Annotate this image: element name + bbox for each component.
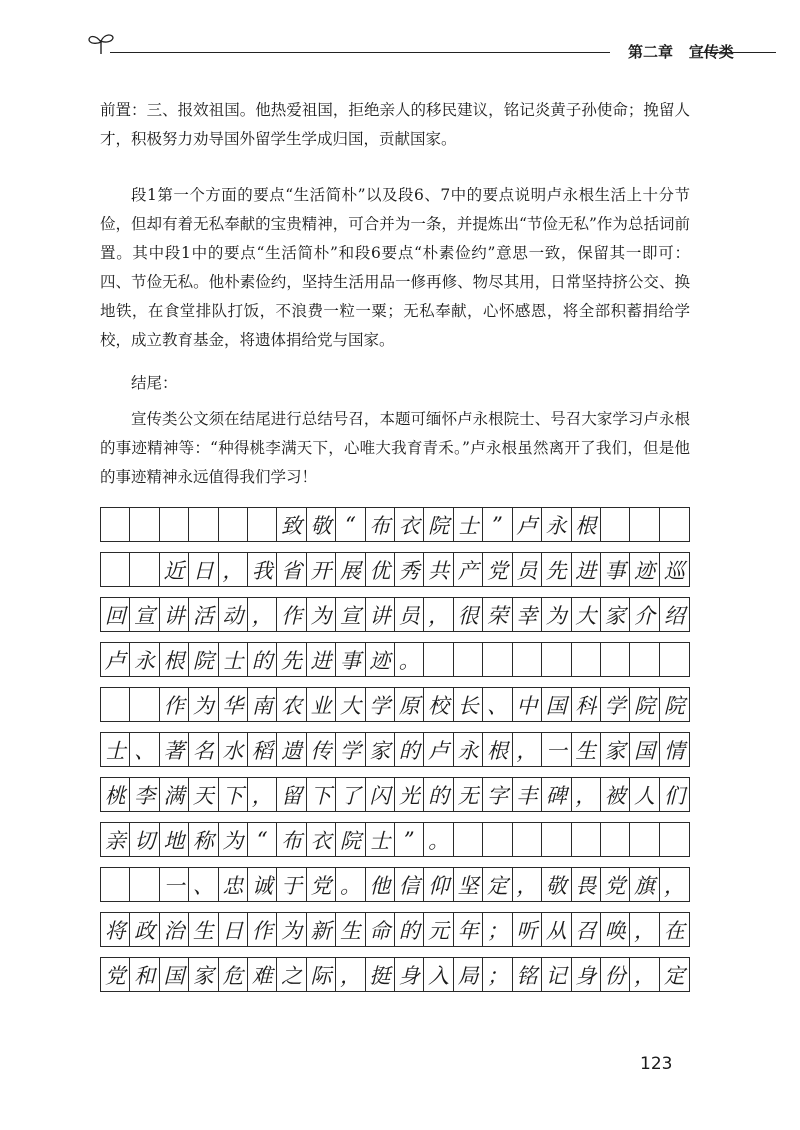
page-number: 123 [640,1054,673,1074]
grid-cell: ， [248,778,277,811]
grid-cell: 学 [336,733,365,766]
grid-cell: 亲 [101,823,130,856]
grid-cell: 衣 [395,508,424,541]
grid-cell: ， [663,873,685,898]
grid-cell: 大 [336,688,365,721]
grid-cell [513,643,542,676]
grid-cell [130,688,159,721]
grid-cell: 身 [395,958,424,991]
grid-cell: 士 [454,508,483,541]
grid-cell: 记 [542,958,571,991]
grid-cell: 坚 [454,868,483,901]
grid-cell: 桃 [101,778,130,811]
paragraph-ending: 宣传类公文须在结尾进行总结号召，本题可缅怀卢永根院士、号召大家学习卢永根的事迹精神等：“种得桃李满天下，心唯大我育青禾。”卢永根虽然离开了我们，但是他的事迹精神永远值得我们学习！ [100,410,690,486]
grid-row [100,732,690,767]
grid-cell: 命 [366,913,395,946]
grid-cell [160,508,189,541]
grid-cell: 了 [336,778,365,811]
grid-cell: 新 [307,913,336,946]
grid-row [100,642,690,677]
grid-cell: 布 [366,508,395,541]
grid-cell [601,823,630,856]
grid-cell: 旗 [630,868,659,901]
grid-cell [483,823,512,856]
grid-cell [101,553,130,586]
grid-cell: 学 [601,688,630,721]
grid-cell: 回 [101,598,130,631]
grid-cell: 近 [160,553,189,586]
grid-cell: 士 [101,733,130,766]
grid-cell: 遗 [277,733,306,766]
grid-cell: 荣 [483,598,512,631]
grid-cell [630,823,659,856]
grid-cell: 称 [189,823,218,856]
grid-cell: 作 [160,688,189,721]
grid-cell: 、 [189,868,218,901]
grid-cell [542,823,571,856]
section-label: 宣传类 [688,43,734,61]
grid-cell: 家 [601,733,630,766]
header-rule-right [698,52,776,53]
grid-cell: 国 [160,958,189,991]
grid-cell [130,508,159,541]
grid-cell: 士 [219,643,248,676]
header-rule-left [110,52,610,53]
grid-cell: 诚 [248,868,277,901]
grid-cell: 和 [130,958,159,991]
grid-cell: 定 [483,868,512,901]
grid-cell: 院 [336,823,365,856]
grid-cell: 党 [483,553,512,586]
grid-row [100,957,690,992]
grid-cell: 为 [277,913,306,946]
grid-row [100,597,690,632]
grid-cell: 。 [336,868,365,901]
grid-cell: 元 [424,913,453,946]
grid-cell: 入 [424,958,453,991]
grid-cell: ， [336,958,365,991]
grid-cell: 著 [160,733,189,766]
grid-cell: 份 [601,958,630,991]
grid-cell: 水 [219,733,248,766]
grid-cell: 事 [336,643,365,676]
grid-cell: 碑 [542,778,571,811]
grid-cell [454,643,483,676]
grid-cell: 讲 [160,598,189,631]
grid-cell: 身 [572,958,601,991]
grid-cell: 先 [277,643,306,676]
grid-cell: 根 [160,643,189,676]
grid-cell: 宣 [336,598,365,631]
grid-cell: 们 [663,783,685,808]
grid-cell: 畏 [572,868,601,901]
grid-cell: ， [248,598,277,631]
grid-cell: 根 [572,508,601,541]
grid-cell [630,643,659,676]
grid-cell: 在 [663,918,685,943]
grid-cell: 家 [189,958,218,991]
grid-cell: 农 [277,688,306,721]
grid-cell: 秀 [395,553,424,586]
grid-cell [101,688,130,721]
grid-cell: 卢 [101,643,130,676]
grid-cell: 省 [277,553,306,586]
grid-cell: 讲 [366,598,395,631]
grid-row [100,507,690,542]
grid-cell: 忠 [219,868,248,901]
grid-cell: ； [483,913,512,946]
grid-cell: 党 [307,868,336,901]
grid-row [100,867,690,902]
grid-cell: 仰 [424,868,453,901]
grid-cell: 很 [454,598,483,631]
grid-cell [130,868,159,901]
grid-cell: 业 [307,688,336,721]
grid-cell: 被 [601,778,630,811]
grid-cell: 从 [542,913,571,946]
grid-cell: 将 [101,913,130,946]
grid-cell: ” [483,508,512,541]
grid-cell: 、 [130,733,159,766]
grid-cell: 定 [663,963,685,988]
grid-cell: 卢 [513,508,542,541]
grid-cell: 的 [395,733,424,766]
grid-cell: 员 [513,553,542,586]
grid-cell: 之 [277,958,306,991]
grid-cell: 闪 [366,778,395,811]
grid-cell: 生 [336,913,365,946]
grid-cell: 字 [483,778,512,811]
grid-cell: 宣 [130,598,159,631]
grid-cell: 危 [219,958,248,991]
grid-cell: 敬 [307,508,336,541]
grid-cell: 下 [307,778,336,811]
grid-cell: ， [513,733,542,766]
grid-cell: 国 [542,688,571,721]
grid-cell: 巡 [663,558,685,583]
grid-cell: 根 [483,733,512,766]
grid-cell [630,508,659,541]
grid-cell: 先 [542,553,571,586]
grid-cell: “ [336,508,365,541]
paragraph-point-three: 前置：三、报效祖国。他热爱祖国，拒绝亲人的移民建议，铭记炎黄子孙使命；挽留人才，积极努力劝导国外留学生学成归国，贡献国家。 [100,101,690,148]
grid-cell: 学 [366,688,395,721]
grid-cell: 院 [663,693,685,718]
grid-row [100,552,690,587]
grid-cell: 。 [424,823,453,856]
grid-cell: 开 [307,553,336,586]
grid-cell: 际 [307,958,336,991]
grid-cell: ， [630,958,659,991]
grid-cell: “ [248,823,277,856]
grid-cell: 布 [277,823,306,856]
grid-cell [513,823,542,856]
grid-cell: 中 [513,688,542,721]
grid-cell [660,823,689,856]
grid-cell: 家 [601,598,630,631]
grid-cell: 年 [454,913,483,946]
grid-cell: 情 [663,738,685,763]
grid-cell: 国 [630,733,659,766]
grid-cell: 永 [454,733,483,766]
grid-cell: 下 [219,778,248,811]
grid-row [100,822,690,857]
grid-cell: 致 [277,508,306,541]
grid-cell: 事 [601,553,630,586]
grid-row [100,687,690,722]
grid-cell: 传 [307,733,336,766]
grid-cell: 稻 [248,733,277,766]
grid-cell [660,508,689,541]
grid-cell: 李 [130,778,159,811]
grid-cell: 唤 [601,913,630,946]
grid-cell: 科 [572,688,601,721]
grid-cell: 幸 [513,598,542,631]
grid-cell [130,553,159,586]
grid-cell: 信 [395,868,424,901]
grid-cell [483,643,512,676]
grid-cell: 党 [101,958,130,991]
grid-cell: 难 [248,958,277,991]
grid-cell: 校 [424,688,453,721]
grid-cell: 天 [189,778,218,811]
grid-cell: 地 [160,823,189,856]
grid-cell [219,508,248,541]
grid-cell: 卢 [424,733,453,766]
grid-cell: 迹 [630,553,659,586]
grid-cell: 永 [542,508,571,541]
grid-cell: ， [513,868,542,901]
page-header [86,28,776,68]
grid-cell: 生 [572,733,601,766]
grid-cell: 介 [630,598,659,631]
grid-cell: 生 [189,913,218,946]
grid-cell: 一 [542,733,571,766]
grid-cell: 日 [189,553,218,586]
grid-cell: 优 [366,553,395,586]
grid-cell: 家 [366,733,395,766]
grid-cell: 光 [395,778,424,811]
grid-cell: 的 [248,643,277,676]
grid-cell: 长 [454,688,483,721]
grid-cell: 华 [219,688,248,721]
paragraph-ending-label: 结尾： [131,374,178,392]
grid-cell [189,508,218,541]
grid-cell: 满 [160,778,189,811]
grid-cell [601,643,630,676]
grid-cell: 召 [572,913,601,946]
grid-cell: 、 [483,688,512,721]
grid-cell: 院 [189,643,218,676]
grid-cell: 展 [336,553,365,586]
grid-cell [424,643,453,676]
grid-cell: 员 [395,598,424,631]
grid-cell: 挺 [366,958,395,991]
grid-cell [572,823,601,856]
grid-cell: ， [424,598,453,631]
grid-cell: 他 [366,868,395,901]
grid-cell: 党 [601,868,630,901]
paragraph-point-four: 段1第一个方面的要点“生活简朴”以及段6、7中的要点说明卢永根生活上十分节俭，但却有着无私奉献的宝贵精神，可合并为一条，并提炼出“节俭无私”作为总括词前置。其中段1中的要点“生活简朴”和段6要点“朴素俭约”意思一致，保留其一即可：四、节俭无私。他朴素俭约，坚持生活用品一修再修、物尽其用，日常坚持挤公交、换地铁，在食堂排队打饭，不浪费一粒一粟；无私奉献，心怀感恩，将全部积蓄捐给学校，成立教育基金，将遗体捐给党与国家。 [100,186,690,349]
grid-cell: 为 [219,823,248,856]
grid-cell: 无 [454,778,483,811]
grid-cell: 院 [630,688,659,721]
grid-cell: 为 [542,598,571,631]
grid-cell [101,868,130,901]
grid-cell: 敬 [542,868,571,901]
grid-cell: 为 [307,598,336,631]
grid-cell: 南 [248,688,277,721]
grid-cell: ” [395,823,424,856]
grid-cell: 治 [160,913,189,946]
grid-cell: 切 [130,823,159,856]
grid-cell [101,508,130,541]
chapter-label: 第二章 [628,43,674,61]
grid-cell: 。 [395,643,424,676]
grid-cell: 进 [572,553,601,586]
grid-row [100,912,690,947]
grid-cell: 铭 [513,958,542,991]
grid-cell: 的 [395,913,424,946]
grid-cell: 迹 [366,643,395,676]
grid-cell: 活 [189,598,218,631]
grid-cell: 大 [572,598,601,631]
grid-cell: 为 [189,688,218,721]
grid-cell: 于 [277,868,306,901]
grid-cell: 动 [219,598,248,631]
grid-cell: ， [572,778,601,811]
grid-cell [601,508,630,541]
grid-cell [248,508,277,541]
grid-cell: 留 [277,778,306,811]
grid-cell: 士 [366,823,395,856]
grid-cell: 共 [424,553,453,586]
grid-cell [660,643,689,676]
grid-cell: ， [630,913,659,946]
grid-cell: 绍 [663,603,685,628]
grid-cell: 我 [248,553,277,586]
grid-cell: ； [483,958,512,991]
grid-cell: 的 [424,778,453,811]
grid-cell: 永 [130,643,159,676]
grid-cell: 丰 [513,778,542,811]
grid-cell: ， [219,553,248,586]
grid-cell: 衣 [307,823,336,856]
grid-cell: 政 [130,913,159,946]
grid-cell [572,643,601,676]
grid-cell: 人 [630,778,659,811]
grid-cell: 局 [454,958,483,991]
grid-cell: 日 [219,913,248,946]
grid-cell: 产 [454,553,483,586]
grid-cell: 一 [160,868,189,901]
grid-cell: 作 [248,913,277,946]
grid-cell [542,643,571,676]
grid-cell: 院 [424,508,453,541]
grid-cell: 听 [513,913,542,946]
grid-cell: 名 [189,733,218,766]
grid-cell: 进 [307,643,336,676]
grid-cell: 作 [277,598,306,631]
grid-row [100,777,690,812]
grid-cell: 原 [395,688,424,721]
grid-cell [454,823,483,856]
